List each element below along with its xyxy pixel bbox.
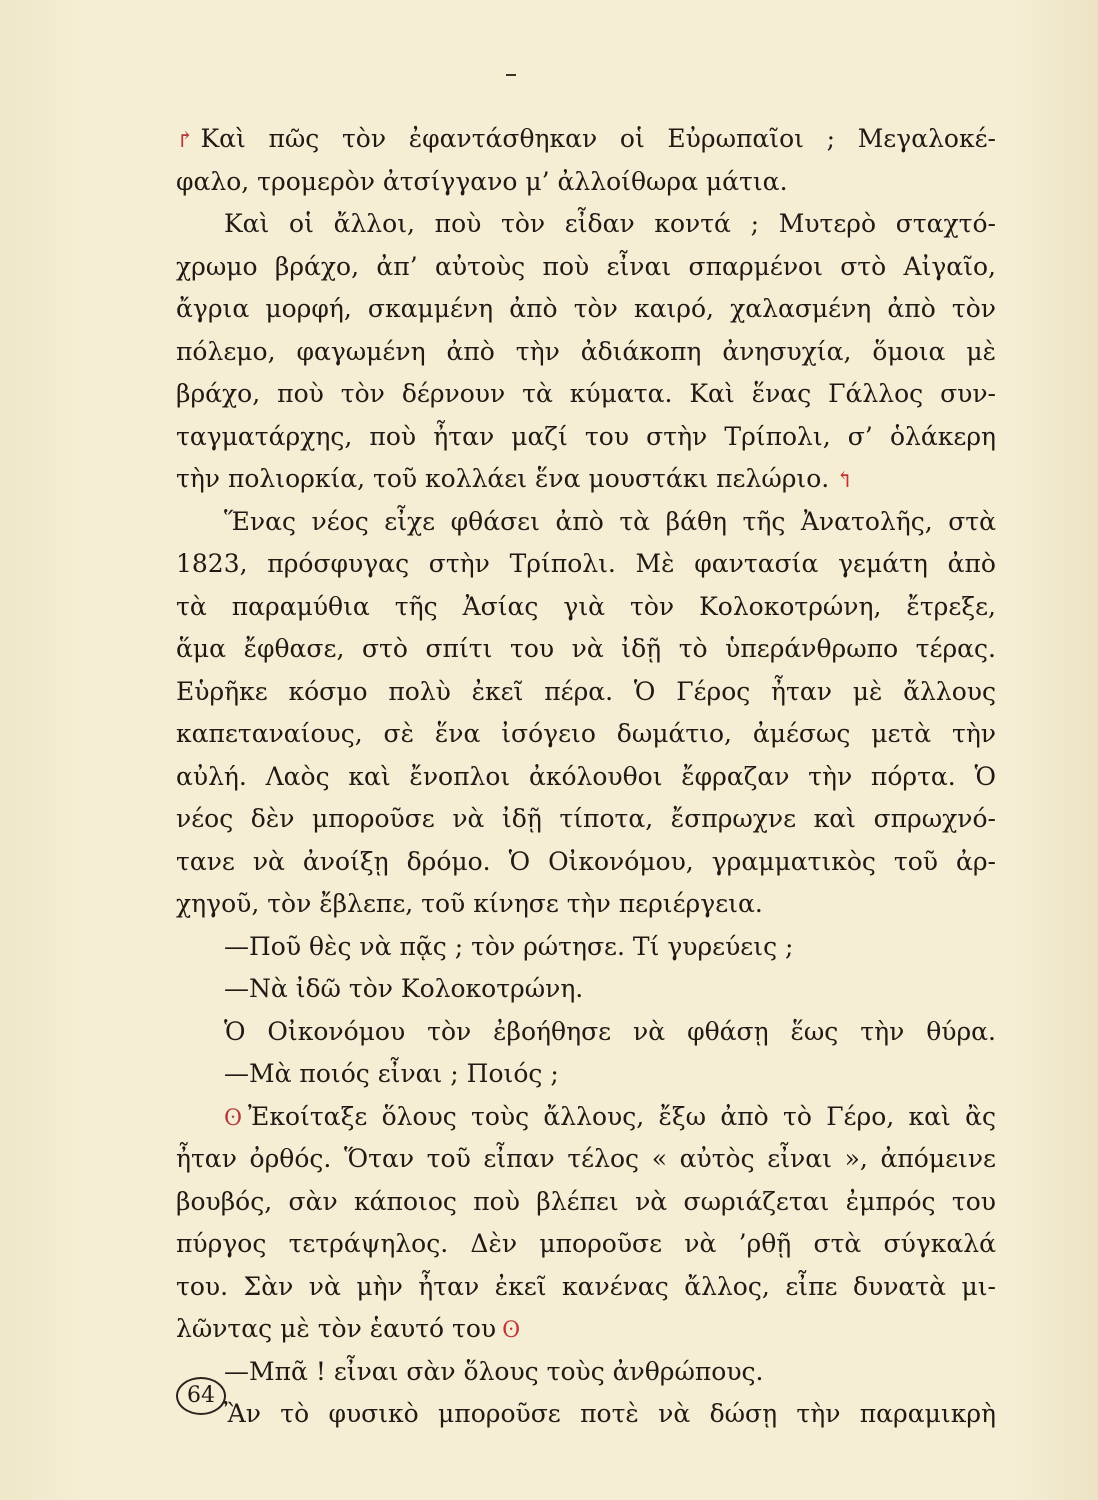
text-line: του. Σὰν νὰ μὴν ἦταν ἐκεῖ κανένας ἄλλος, εἶπε δυνατὰ μι- <box>176 1271 996 1301</box>
page-number: 64 <box>176 1377 226 1415</box>
text-line: τὰ παραμύθια τῆς Ἀσίας γιὰ τὸν Κολοκοτρώνη, ἔτρεξε, <box>176 591 996 621</box>
text-line: βουβός, σὰν κάποιος ποὺ βλέπει νὰ σωριάζεται ἐμπρός του <box>176 1186 996 1216</box>
dialogue-line: —Ποῦ θὲς νὰ πᾷς ; τὸν ρώτησε. Τί γυρεύεις ; <box>224 931 794 961</box>
text-line: ταγματάρχης, ποὺ ἦταν μαζί του στὴν Τρίπολι, σ’ ὁλάκερη <box>176 421 996 451</box>
open-quote-mark: ↱ <box>176 128 195 153</box>
text-line: τανε νὰ ἀνοίξῃ δρόμο. Ὁ Οἰκονόμου, γραμματικὸς τοῦ ἀρ- <box>176 846 996 876</box>
body-text <box>176 118 996 1436</box>
text-line: τὴν πολιορκία, τοῦ κολλάει ἕνα μουστάκι πελώριο. ↰ <box>176 464 854 493</box>
circle-mark-end: ʘ <box>502 1318 521 1343</box>
text-line: βράχο, ποὺ τὸν δέρνουν τὰ κύματα. Καὶ ἕνας Γάλλος συν- <box>176 379 996 408</box>
text-line: ἅμα ἔφθασε, στὸ σπίτι του νὰ ἰδῇ τὸ ὑπεράνθρωπο τέρας. <box>176 634 996 663</box>
top-dash-mark <box>506 74 516 76</box>
text-line: Εὑρῆκε κόσμο πολὺ ἐκεῖ πέρα. Ὁ Γέρος ἦταν μὲ ἄλλους <box>176 676 996 706</box>
text-line: ↱ Καὶ πῶς τὸν ἐφαντάσθηκαν οἱ Εὐρωπαῖοι ; Μεγαλοκέ- <box>176 124 996 153</box>
text-line: αὐλή. Λαὸς καὶ ἔνοπλοι ἀκόλουθοι ἔφραζαν τὴν πόρτα. Ὁ <box>176 761 996 791</box>
text-line: ἄγρια μορφή, σκαμμένη ἀπὸ τὸν καιρό, χαλασμένη ἀπὸ τὸν <box>176 294 996 323</box>
text-line: Καὶ οἱ ἄλλοι, ποὺ τὸν εἶδαν κοντά ; Μυτερὸ σταχτό- <box>224 209 996 238</box>
text-line: λῶντας μὲ τὸν ἑαυτό του ʘ <box>176 1314 521 1343</box>
text-line: νέος δὲν μποροῦσε νὰ ἰδῇ τίποτα, ἔσπρωχνε καὶ σπρωχνό- <box>176 804 996 833</box>
text-line: πύργος τετράψηλος. Δὲν μποροῦσε νὰ ’ρθῇ στὰ σύγκαλά <box>176 1229 996 1258</box>
close-quote-mark: ↰ <box>835 468 854 493</box>
text-line: Ὁ Οἰκονόμου τὸν ἐβοήθησε νὰ φθάσῃ ἕως τὴν θύρα. <box>224 1016 996 1046</box>
text-line: καπεταναίους, σὲ ἕνα ἰσόγειο δωμάτιο, ἀμέσως μετὰ τὴν <box>176 719 996 748</box>
text-line: 1823, πρόσφυγας στὴν Τρίπολι. Μὲ φαντασία γεμάτη ἀπὸ <box>176 549 996 578</box>
dialogue-line: —Μπᾶ ! εἶναι σὰν ὅλους τοὺς ἀνθρώπους. <box>224 1356 764 1386</box>
text-line: ἦταν ὀρθός. Ὅταν τοῦ εἶπαν τέλος « αὐτὸς εἶναι », ἀπόμεινε <box>176 1144 996 1173</box>
text-line: χηγοῦ, τὸν ἔβλεπε, τοῦ κίνησε τὴν περιέργεια. <box>176 889 763 918</box>
text-line: Ἂν τὸ φυσικὸ μποροῦσε ποτὲ νὰ δώσῃ τὴν παραμικρὴ <box>224 1399 996 1428</box>
text-line: φαλο, τρομερὸν ἀτσίγγανο μ’ ἀλλοίθωρα μάτια. <box>176 166 788 196</box>
text-line: Ἕνας νέος εἶχε φθάσει ἀπὸ τὰ βάθη τῆς Ἀνατολῆς, στὰ <box>224 506 996 536</box>
text-line: πόλεμο, φαγωμένη ἀπὸ τὴν ἀδιάκοπη ἀνησυχία, ὅμοια μὲ <box>176 336 996 366</box>
circle-mark: ʘ <box>224 1105 243 1131</box>
text-line: ʘ Ἐκοίταξε ὅλους τοὺς ἄλλους, ἔξω ἀπὸ τὸ Γέρο, καὶ ἂς <box>224 1101 996 1131</box>
text-line: χρωμο βράχο, ἀπ’ αὐτοὺς ποὺ εἶναι σπαρμένοι στὸ Αἰγαῖο, <box>176 251 996 281</box>
dialogue-line: —Νὰ ἰδῶ τὸν Κολοκοτρώνη. <box>224 974 584 1003</box>
dialogue-line: —Μὰ ποιός εἶναι ; Ποιός ; <box>224 1059 559 1088</box>
